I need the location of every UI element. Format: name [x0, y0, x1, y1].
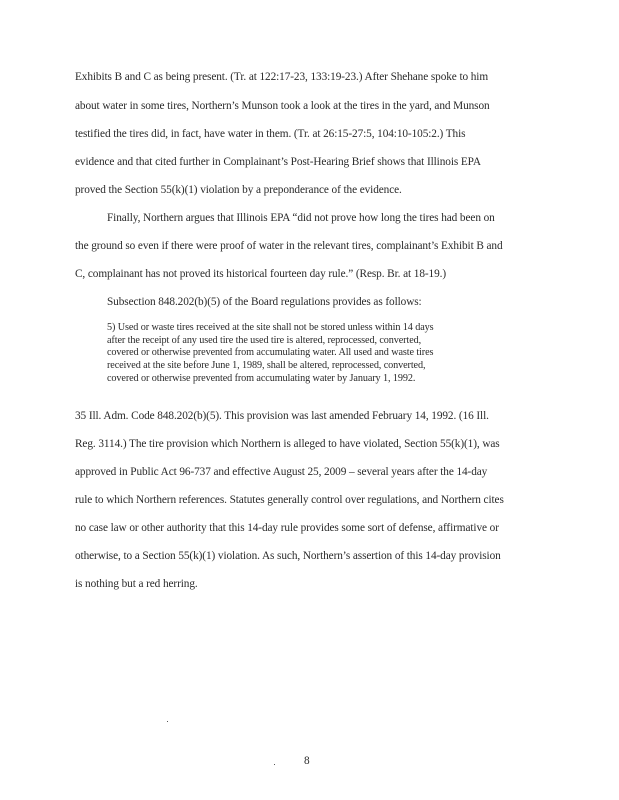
- scan-speck: [167, 721, 168, 722]
- paragraph-2-line-3: C, complainant has not proved its historical fourteen day rule.” (Resp. Br. at 18-19.): [75, 268, 447, 280]
- block-quote-line-4: received at the site before June 1, 1989, shall be altered, reprocessed, converted,: [107, 360, 426, 372]
- page-number: 8: [304, 755, 310, 767]
- paragraph-4-line-6: otherwise, to a Section 55(k)(1) violation. As such, Northern’s assertion of this 14-day provision: [75, 550, 501, 562]
- block-quote: [107, 322, 433, 386]
- paragraph-4-line-3: approved in Public Act 96-737 and effective August 25, 2009 – several years after the 14-day: [75, 466, 488, 478]
- paragraph-1-line-5: proved the Section 55(k)(1) violation by a preponderance of the evidence.: [75, 184, 402, 196]
- paragraph-2-line-1: Finally, Northern argues that Illinois EPA “did not prove how long the tires had been on: [107, 212, 495, 224]
- block-quote-line-1: 5) Used or waste tires received at the site shall not be stored unless within 14 days: [107, 322, 434, 333]
- paragraph-1-line-3: testified the tires did, in fact, have water in them. (Tr. at 26:15-27:5, 104:10-105:2.) This: [75, 128, 466, 140]
- paragraph-1-line-2: about water in some tires, Northern’s Munson took a look at the tires in the yard, and Munson: [75, 100, 490, 112]
- paragraph-1-line-4: evidence and that cited further in Complainant’s Post-Hearing Brief shows that Illinois EPA: [75, 156, 481, 168]
- paragraph-4-line-2: Reg. 3114.) The tire provision which Northern is alleged to have violated, Section 55(k)(1), was: [75, 438, 500, 450]
- block-quote-line-5: covered or otherwise prevented from accumulating water by January 1, 1992.: [107, 372, 416, 384]
- paragraph-2-line-2: the ground so even if there were proof of water in the relevant tires, complainant’s Exhibit B and: [75, 240, 503, 252]
- paragraph-1-line-1: Exhibits B and C as being present. (Tr. at 122:17-23, 133:19-23.) After Shehane spoke to him: [75, 71, 489, 83]
- paragraph-4-line-5: no case law or other authority that this 14-day rule provides some sort of defense, affirmative or: [75, 522, 499, 534]
- paragraph-3-line-1: Subsection 848.202(b)(5) of the Board regulations provides as follows:: [107, 296, 422, 308]
- block-quote-line-2: after the receipt of any used tire the used tire is altered, reprocessed, converted,: [107, 334, 422, 346]
- paragraph-4-line-4: rule to which Northern references. Statutes generally control over regulations, and Northern cites: [75, 494, 504, 506]
- paragraph-4-line-1: 35 Ill. Adm. Code 848.202(b)(5). This provision was last amended February 14, 1992. (16 Ill.: [75, 410, 489, 422]
- scan-speck: [274, 764, 275, 765]
- block-quote-line-3: covered or otherwise prevented from accumulating water. All used and waste tires: [107, 347, 434, 359]
- paragraph-4-line-7: is nothing but a red herring.: [75, 578, 198, 590]
